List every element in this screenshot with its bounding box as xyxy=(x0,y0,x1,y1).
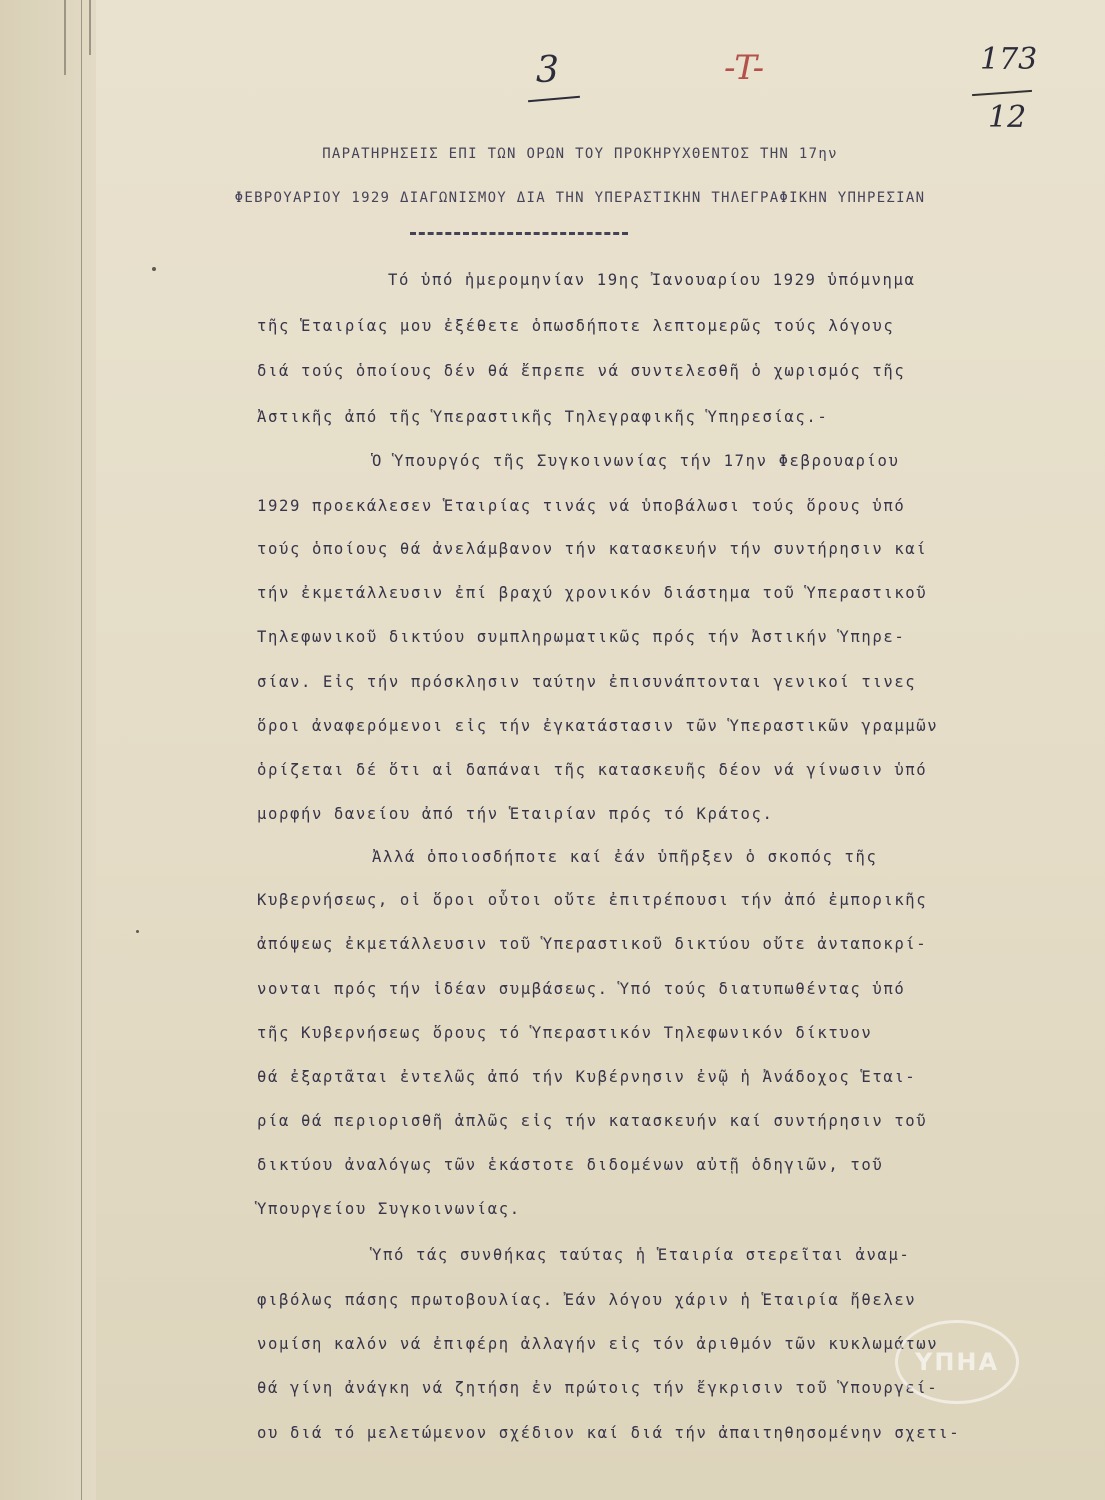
body-line: νονται πρός τήν ἰδέαν συμβάσεως. Ὑπό τούς διατυπωθέντας ὑπό xyxy=(257,980,906,998)
handwritten-page-mark: 3 xyxy=(536,50,559,91)
body-line: Ἀστικῆς ἀπό τῆς Ὑπεραστικῆς Τηλεγραφικῆς Ὑπηρεσίας.- xyxy=(257,408,829,426)
stamp-text: ΥΠΗΑ xyxy=(914,1348,1000,1376)
folio-number-bottom: 12 xyxy=(988,100,1027,135)
fold-line xyxy=(64,0,66,75)
fold-line xyxy=(81,0,82,1500)
body-line: τῆς Κυβερνήσεως ὅρους τό Ὑπεραστικόν Τηλεφωνικόν δίκτυον xyxy=(257,1024,873,1042)
body-line: νομίση καλόν νά ἐπιφέρη ἀλλαγήν εἰς τόν ἀριθμόν τῶν κυκλωμάτων xyxy=(257,1335,939,1353)
body-line: τῆς Ἑταιρίας μου ἐξέθετε ὁπωσδήποτε λεπτομερῶς τούς λόγους xyxy=(257,317,895,335)
body-line: τήν ἐκμετάλλευσιν ἐπί βραχύ χρονικόν διάστημα τοῦ Ὑπεραστικοῦ xyxy=(257,584,928,602)
heading-rule xyxy=(410,232,628,235)
body-line: Ὑπουργείου Συγκοινωνίας. xyxy=(257,1200,521,1218)
body-line: Ὑπό τάς συνθήκας ταύτας ἡ Ἑταιρία στερεῖται ἀναμ- xyxy=(372,1246,911,1264)
page-mark-underline xyxy=(528,96,580,103)
body-line: θά ἐξαρτᾶται ἐντελῶς ἀπό τήν Κυβέρνησιν ἐνῷ ἡ Ἀνάδοχος Ἑται- xyxy=(257,1068,917,1086)
body-line: Τό ὑπό ἡμερομηνίαν 19ης Ἰανουαρίου 1929 ὑπόμνημα xyxy=(388,271,916,289)
document-heading-line-1: ΠΑΡΑΤΗΡΗΣΕΙΣ ΕΠΙ ΤΩΝ ΟΡΩΝ ΤΟΥ ΠΡΟΚΗΡΥΧΘΕΝΤΟΣ ΤΗΝ 17ην xyxy=(322,146,838,162)
body-line: Κυβερνήσεως, οἱ ὅροι οὗτοι οὔτε ἐπιτρέπουσι τήν ἀπό ἐμπορικῆς xyxy=(257,891,928,909)
body-line: ἀπόψεως ἐκμετάλλευσιν τοῦ Ὑπεραστικοῦ δικτύου οὔτε ἀνταποκρί- xyxy=(257,935,928,953)
fold-line xyxy=(89,0,91,55)
body-line: 1929 προεκάλεσεν Ἑταιρίας τινάς νά ὑποβάλωσι τούς ὅρους ὑπό xyxy=(257,497,906,515)
body-line: ὁρίζεται δέ ὅτι αἱ δαπάναι τῆς κατασκευῆς δέον νά γίνωσιν ὑπό xyxy=(257,761,928,779)
body-line: σίαν. Εἰς τήν πρόσκλησιν ταύτην ἐπισυνάπτονται γενικοί τινες xyxy=(257,673,917,691)
body-line: τούς ὁποίους θά ἀνελάμβανον τήν κατασκευήν τήν συντήρησιν καί xyxy=(257,540,928,558)
handwritten-red-mark: -T- xyxy=(724,48,765,88)
archive-watermark-stamp xyxy=(895,1320,1019,1404)
paper-speck xyxy=(152,267,156,271)
folio-divider xyxy=(972,90,1032,96)
body-line: θά γίνη ἀνάγκη νά ζητήση ἐν πρώτοις τήν ἔγκρισιν τοῦ Ὑπουργεί- xyxy=(257,1379,939,1397)
body-line: ου διά τό μελετώμενον σχέδιον καί διά τήν ἀπαιτηθησομένην σχετι- xyxy=(257,1424,961,1442)
body-line: Ἀλλά ὁποιοσδήποτε καί ἐάν ὑπῆρξεν ὁ σκοπός τῆς xyxy=(372,848,878,866)
body-line: Ὁ Ὑπουργός τῆς Συγκοινωνίας τήν 17ην Φεβρουαρίου xyxy=(372,452,900,470)
body-line: Τηλεφωνικοῦ δικτύου συμπληρωματικῶς πρός τήν Ἀστικήν Ὑπηρε- xyxy=(257,628,906,646)
paper-speck xyxy=(136,930,139,933)
body-line: ὅροι ἀναφερόμενοι εἰς τήν ἐγκατάστασιν τῶν Ὑπεραστικῶν γραμμῶν xyxy=(257,717,939,735)
body-line: ρία θά περιορισθῆ ἁπλῶς εἰς τήν κατασκευήν καί συντήρησιν τοῦ xyxy=(257,1112,928,1130)
folio-number-top: 173 xyxy=(980,42,1038,77)
body-line: φιβόλως πάσης πρωτοβουλίας. Ἐάν λόγου χάριν ἡ Ἑταιρία ἤθελεν xyxy=(257,1291,917,1309)
body-line: μορφήν δανείου ἀπό τήν Ἑταιρίαν πρός τό Κράτος. xyxy=(257,805,774,823)
body-line: δικτύου ἀναλόγως τῶν ἑκάστοτε διδομένων αὐτῇ ὁδηγιῶν, τοῦ xyxy=(257,1156,884,1174)
document-heading-line-2: ΦΕΒΡΟΥΑΡΙΟΥ 1929 ΔΙΑΓΩΝΙΣΜΟΥ ΔΙΑ ΤΗΝ ΥΠΕΡΑΣΤΙΚΗΝ ΤΗΛΕΓΡΑΦΙΚΗΝ ΥΠΗΡΕΣΙΑΝ xyxy=(234,190,926,206)
body-line: διά τούς ὁποίους δέν θά ἔπρεπε νά συντελεσθῆ ὁ χωρισμός τῆς xyxy=(257,362,906,380)
